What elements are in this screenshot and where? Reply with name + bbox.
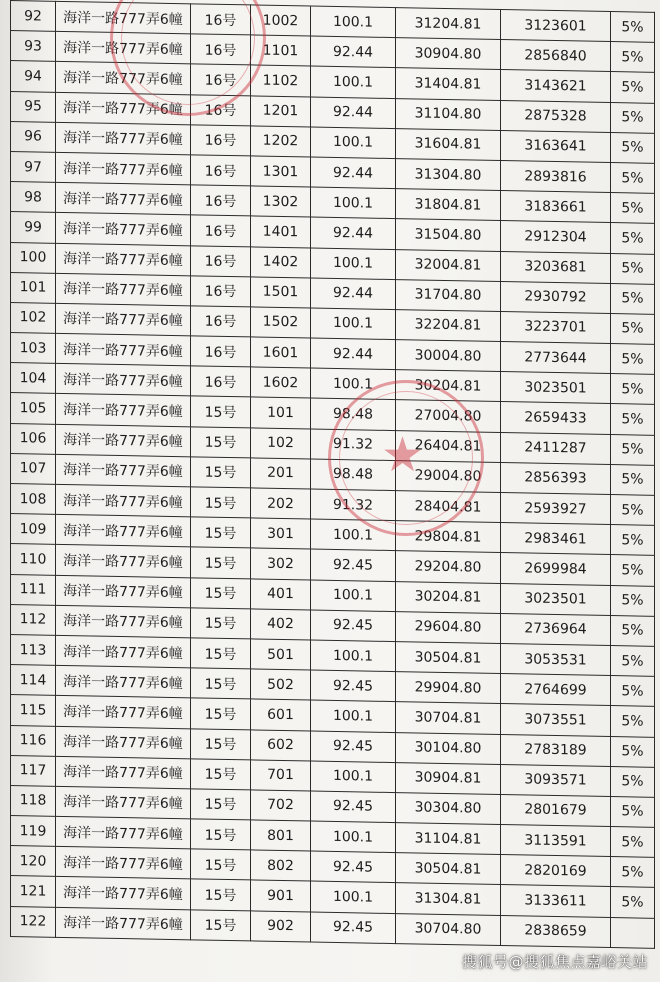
cell-pct: 5% — [611, 253, 655, 284]
cell-addr: 海洋一路777弄6幢 — [56, 1, 191, 34]
cell-no: 119 — [11, 816, 56, 847]
cell-addr: 海洋一路777弄6幢 — [56, 182, 191, 215]
cell-addr: 海洋一路777弄6幢 — [56, 333, 191, 366]
cell-no: 103 — [11, 333, 56, 364]
cell-addr: 海洋一路777弄6幢 — [56, 877, 191, 910]
cell-room: 1402 — [251, 246, 311, 277]
cell-unit: 15号 — [191, 396, 251, 427]
cell-unit: 15号 — [191, 789, 251, 820]
cell-unit: 15号 — [191, 698, 251, 729]
cell-price: 30104.80 — [396, 732, 501, 764]
cell-room: 1101 — [251, 35, 311, 66]
cell-unit: 15号 — [191, 758, 251, 789]
cell-unit: 15号 — [191, 608, 251, 639]
cell-total: 2699984 — [501, 553, 611, 585]
cell-no: 97 — [11, 151, 56, 182]
cell-price: 26404.81 — [396, 430, 501, 462]
cell-no: 122 — [11, 906, 56, 937]
cell-pct: 5% — [611, 223, 655, 254]
cell-no: 106 — [11, 423, 56, 454]
cell-area: 100.1 — [311, 761, 396, 793]
cell-room: 801 — [251, 820, 311, 851]
cell-addr: 海洋一路777弄6幢 — [56, 122, 191, 155]
cell-area: 92.44 — [311, 97, 396, 129]
cell-area: 100.1 — [311, 580, 396, 612]
cell-area: 100.1 — [311, 881, 396, 913]
cell-pct: 5% — [611, 132, 655, 163]
cell-room: 201 — [251, 458, 311, 489]
cell-total: 3093571 — [501, 764, 611, 796]
cell-addr: 海洋一路777弄6幢 — [56, 303, 191, 336]
cell-area: 100.1 — [311, 127, 396, 159]
cell-price: 29204.80 — [396, 551, 501, 583]
cell-price: 30704.81 — [396, 702, 501, 734]
cell-area: 92.44 — [311, 217, 396, 249]
cell-total: 2930792 — [501, 281, 611, 313]
cell-room: 302 — [251, 548, 311, 579]
cell-no: 94 — [11, 61, 56, 92]
cell-unit: 15号 — [191, 547, 251, 578]
cell-pct: 5% — [611, 766, 655, 797]
cell-room: 502 — [251, 669, 311, 700]
cell-pct: 5% — [611, 162, 655, 193]
cell-pct: 5% — [611, 374, 655, 405]
cell-price: 31204.81 — [396, 8, 501, 40]
cell-unit: 15号 — [191, 849, 251, 880]
cell-unit: 15号 — [191, 517, 251, 548]
cell-area: 100.1 — [311, 640, 396, 672]
cell-pct: 5% — [611, 404, 655, 435]
cell-no: 100 — [11, 242, 56, 273]
cell-addr: 海洋一路777弄6幢 — [56, 484, 191, 517]
cell-addr: 海洋一路777弄6幢 — [56, 62, 191, 95]
cell-total: 3023501 — [501, 372, 611, 404]
cell-price: 31604.81 — [396, 128, 501, 160]
cell-no: 112 — [11, 604, 56, 635]
cell-room: 701 — [251, 760, 311, 791]
cell-no: 116 — [11, 725, 56, 756]
cell-pct: 5% — [611, 102, 655, 133]
cell-unit: 15号 — [191, 457, 251, 488]
cell-pct — [611, 917, 655, 948]
cell-no: 101 — [11, 272, 56, 303]
cell-addr: 海洋一路777弄6幢 — [56, 726, 191, 759]
cell-room: 301 — [251, 518, 311, 549]
cell-addr: 海洋一路777弄6幢 — [56, 243, 191, 276]
cell-price: 31304.80 — [396, 159, 501, 191]
cell-total: 2856393 — [501, 462, 611, 494]
cell-price: 31304.81 — [396, 883, 501, 915]
cell-addr: 海洋一路777弄6幢 — [56, 213, 191, 246]
cell-no: 108 — [11, 484, 56, 515]
cell-addr: 海洋一路777弄6幢 — [56, 364, 191, 397]
cell-total: 3053531 — [501, 643, 611, 675]
cell-no: 109 — [11, 514, 56, 545]
cell-room: 902 — [251, 911, 311, 942]
cell-unit: 15号 — [191, 879, 251, 910]
cell-unit: 16号 — [191, 125, 251, 156]
cell-unit: 16号 — [191, 94, 251, 125]
cell-room: 1501 — [251, 277, 311, 308]
cell-addr: 海洋一路777弄6幢 — [56, 545, 191, 578]
cell-room: 1202 — [251, 126, 311, 157]
cell-total: 3023501 — [501, 583, 611, 615]
cell-addr: 海洋一路777弄6幢 — [56, 273, 191, 306]
cell-no: 95 — [11, 91, 56, 122]
cell-room: 202 — [251, 488, 311, 519]
cell-room: 1601 — [251, 337, 311, 368]
cell-addr: 海洋一路777弄6幢 — [56, 756, 191, 789]
cell-no: 121 — [11, 876, 56, 907]
cell-pct: 5% — [611, 827, 655, 858]
cell-no: 102 — [11, 302, 56, 333]
cell-room: 1302 — [251, 186, 311, 217]
cell-price: 30904.80 — [396, 38, 501, 70]
cell-no: 99 — [11, 212, 56, 243]
cell-total: 2912304 — [501, 221, 611, 253]
cell-unit: 16号 — [191, 275, 251, 306]
cell-area: 100.1 — [311, 308, 396, 340]
cell-room: 402 — [251, 609, 311, 640]
cell-area: 92.45 — [311, 610, 396, 642]
cell-price: 30504.81 — [396, 642, 501, 674]
cell-total: 2875328 — [501, 100, 611, 132]
cell-price: 30904.81 — [396, 762, 501, 794]
cell-total: 2659433 — [501, 402, 611, 434]
cell-room: 802 — [251, 850, 311, 881]
cell-pct: 5% — [611, 344, 655, 375]
cell-addr: 海洋一路777弄6幢 — [56, 605, 191, 638]
cell-no: 110 — [11, 544, 56, 575]
cell-area: 92.45 — [311, 549, 396, 581]
cell-total: 3223701 — [501, 311, 611, 343]
cell-area: 92.45 — [311, 851, 396, 883]
cell-price: 27004.80 — [396, 400, 501, 432]
cell-pct: 5% — [611, 525, 655, 556]
cell-pct: 5% — [611, 555, 655, 586]
cell-price: 28404.81 — [396, 491, 501, 523]
cell-addr: 海洋一路777弄6幢 — [56, 665, 191, 698]
cell-total: 2783189 — [501, 734, 611, 766]
cell-pct: 5% — [611, 706, 655, 737]
cell-no: 92 — [11, 1, 56, 32]
cell-pct: 5% — [611, 495, 655, 526]
cell-total: 2773644 — [501, 342, 611, 374]
cell-pct: 5% — [611, 193, 655, 224]
cell-unit: 15号 — [191, 577, 251, 608]
cell-pct: 5% — [611, 434, 655, 465]
cell-unit: 16号 — [191, 155, 251, 186]
cell-area: 92.44 — [311, 278, 396, 310]
cell-addr: 海洋一路777弄6幢 — [56, 424, 191, 457]
cell-total: 2801679 — [501, 794, 611, 826]
cell-no: 117 — [11, 755, 56, 786]
cell-addr: 海洋一路777弄6幢 — [56, 32, 191, 65]
cell-total: 2593927 — [501, 492, 611, 524]
cell-price: 29004.80 — [396, 460, 501, 492]
cell-room: 501 — [251, 639, 311, 670]
cell-area: 92.45 — [311, 912, 396, 944]
cell-room: 1201 — [251, 95, 311, 126]
cell-pct: 5% — [611, 313, 655, 344]
cell-area: 92.45 — [311, 670, 396, 702]
cell-addr: 海洋一路777弄6幢 — [56, 515, 191, 548]
cell-unit: 16号 — [191, 64, 251, 95]
cell-no: 98 — [11, 182, 56, 213]
cell-addr: 海洋一路777弄6幢 — [56, 635, 191, 668]
cell-price: 29804.81 — [396, 521, 501, 553]
cell-unit: 15号 — [191, 909, 251, 940]
cell-addr: 海洋一路777弄6幢 — [56, 394, 191, 427]
cell-total: 2764699 — [501, 674, 611, 706]
cell-unit: 15号 — [191, 819, 251, 850]
cell-area: 98.48 — [311, 398, 396, 430]
cell-unit: 16号 — [191, 185, 251, 216]
red-seal-stamp-center: ★ — [328, 380, 484, 536]
cell-no: 93 — [11, 31, 56, 62]
cell-price: 29604.80 — [396, 611, 501, 643]
cell-pct: 5% — [611, 42, 655, 73]
cell-no: 107 — [11, 453, 56, 484]
cell-unit: 16号 — [191, 366, 251, 397]
cell-price: 31504.80 — [396, 219, 501, 251]
cell-price: 30004.80 — [396, 340, 501, 372]
cell-area: 92.45 — [311, 791, 396, 823]
cell-room: 702 — [251, 790, 311, 821]
cell-unit: 15号 — [191, 638, 251, 669]
cell-no: 115 — [11, 695, 56, 726]
cell-total: 2411287 — [501, 432, 611, 464]
cell-total: 3183661 — [501, 191, 611, 223]
cell-pct: 5% — [611, 585, 655, 616]
cell-room: 102 — [251, 428, 311, 459]
cell-price: 31104.80 — [396, 98, 501, 130]
cell-pct: 5% — [611, 464, 655, 495]
cell-price: 30204.81 — [396, 581, 501, 613]
cell-pct: 5% — [611, 887, 655, 918]
price-list-table — [10, 0, 655, 949]
cell-room: 1102 — [251, 65, 311, 96]
cell-no: 105 — [11, 393, 56, 424]
cell-unit: 15号 — [191, 668, 251, 699]
cell-area: 100.1 — [311, 700, 396, 732]
cell-price: 29904.80 — [396, 672, 501, 704]
cell-pct: 5% — [611, 736, 655, 767]
cell-total: 2736964 — [501, 613, 611, 645]
cell-area: 100.1 — [311, 248, 396, 280]
cell-area: 91.32 — [311, 429, 396, 461]
cell-total: 3073551 — [501, 704, 611, 736]
cell-room: 1002 — [251, 5, 311, 36]
cell-total: 3203681 — [501, 251, 611, 283]
cell-addr: 海洋一路777弄6幢 — [56, 152, 191, 185]
cell-addr: 海洋一路777弄6幢 — [56, 696, 191, 729]
cell-addr: 海洋一路777弄6幢 — [56, 575, 191, 608]
cell-total: 3123601 — [501, 9, 611, 41]
cell-room: 602 — [251, 729, 311, 760]
cell-addr: 海洋一路777弄6幢 — [56, 907, 191, 940]
cell-total: 2838659 — [501, 915, 611, 947]
cell-total: 3113591 — [501, 825, 611, 857]
cell-no: 114 — [11, 665, 56, 696]
cell-room: 601 — [251, 699, 311, 730]
cell-total: 2893816 — [501, 160, 611, 192]
cell-price: 31704.80 — [396, 279, 501, 311]
cell-area: 100.1 — [311, 368, 396, 400]
cell-unit: 16号 — [191, 4, 251, 35]
cell-unit: 16号 — [191, 215, 251, 246]
cell-area: 100.1 — [311, 6, 396, 38]
cell-no: 96 — [11, 121, 56, 152]
cell-area: 98.48 — [311, 459, 396, 491]
cell-room: 1602 — [251, 367, 311, 398]
cell-area: 100.1 — [311, 519, 396, 551]
cell-area: 92.45 — [311, 731, 396, 763]
cell-area: 92.44 — [311, 338, 396, 370]
cell-pct: 5% — [611, 796, 655, 827]
cell-price: 30704.80 — [396, 913, 501, 945]
cell-price: 30204.81 — [396, 370, 501, 402]
cell-unit: 15号 — [191, 426, 251, 457]
cell-addr: 海洋一路777弄6幢 — [56, 816, 191, 849]
table-body — [11, 1, 655, 949]
cell-price: 31404.81 — [396, 68, 501, 100]
cell-area: 92.44 — [311, 36, 396, 68]
cell-pct: 5% — [611, 615, 655, 646]
cell-area: 91.32 — [311, 489, 396, 521]
cell-unit: 16号 — [191, 34, 251, 65]
cell-price: 30304.80 — [396, 792, 501, 824]
cell-price: 30504.81 — [396, 853, 501, 885]
cell-total: 3163641 — [501, 130, 611, 162]
cell-total: 3143621 — [501, 70, 611, 102]
cell-price: 32004.81 — [396, 249, 501, 281]
cell-price: 31104.81 — [396, 823, 501, 855]
cell-addr: 海洋一路777弄6幢 — [56, 92, 191, 125]
cell-price: 32204.81 — [396, 309, 501, 341]
cell-addr: 海洋一路777弄6幢 — [56, 454, 191, 487]
cell-pct: 5% — [611, 72, 655, 103]
cell-total: 2856840 — [501, 40, 611, 72]
cell-room: 1401 — [251, 216, 311, 247]
cell-no: 111 — [11, 574, 56, 605]
cell-total: 2820169 — [501, 855, 611, 887]
cell-unit: 15号 — [191, 728, 251, 759]
cell-room: 901 — [251, 880, 311, 911]
cell-unit: 15号 — [191, 487, 251, 518]
cell-pct: 5% — [611, 12, 655, 43]
cell-unit: 16号 — [191, 306, 251, 337]
cell-area: 92.44 — [311, 157, 396, 189]
cell-pct: 5% — [611, 676, 655, 707]
cell-unit: 16号 — [191, 336, 251, 367]
cell-no: 104 — [11, 363, 56, 394]
cell-unit: 16号 — [191, 245, 251, 276]
cell-room: 1502 — [251, 307, 311, 338]
cell-pct: 5% — [611, 645, 655, 676]
cell-addr: 海洋一路777弄6幢 — [56, 847, 191, 880]
cell-pct: 5% — [611, 283, 655, 314]
watermark-text: 搜狐号@搜狐焦点嘉峪关站 — [461, 953, 648, 971]
cell-area: 100.1 — [311, 66, 396, 98]
cell-room: 1301 — [251, 156, 311, 187]
cell-no: 118 — [11, 785, 56, 816]
cell-pct: 5% — [611, 857, 655, 888]
cell-no: 113 — [11, 634, 56, 665]
cell-total: 3133611 — [501, 885, 611, 917]
cell-room: 401 — [251, 578, 311, 609]
cell-no: 120 — [11, 846, 56, 877]
cell-area: 100.1 — [311, 187, 396, 219]
cell-price: 31804.81 — [396, 189, 501, 221]
cell-addr: 海洋一路777弄6幢 — [56, 786, 191, 819]
cell-total: 2983461 — [501, 523, 611, 555]
cell-area: 100.1 — [311, 821, 396, 853]
cell-room: 101 — [251, 397, 311, 428]
